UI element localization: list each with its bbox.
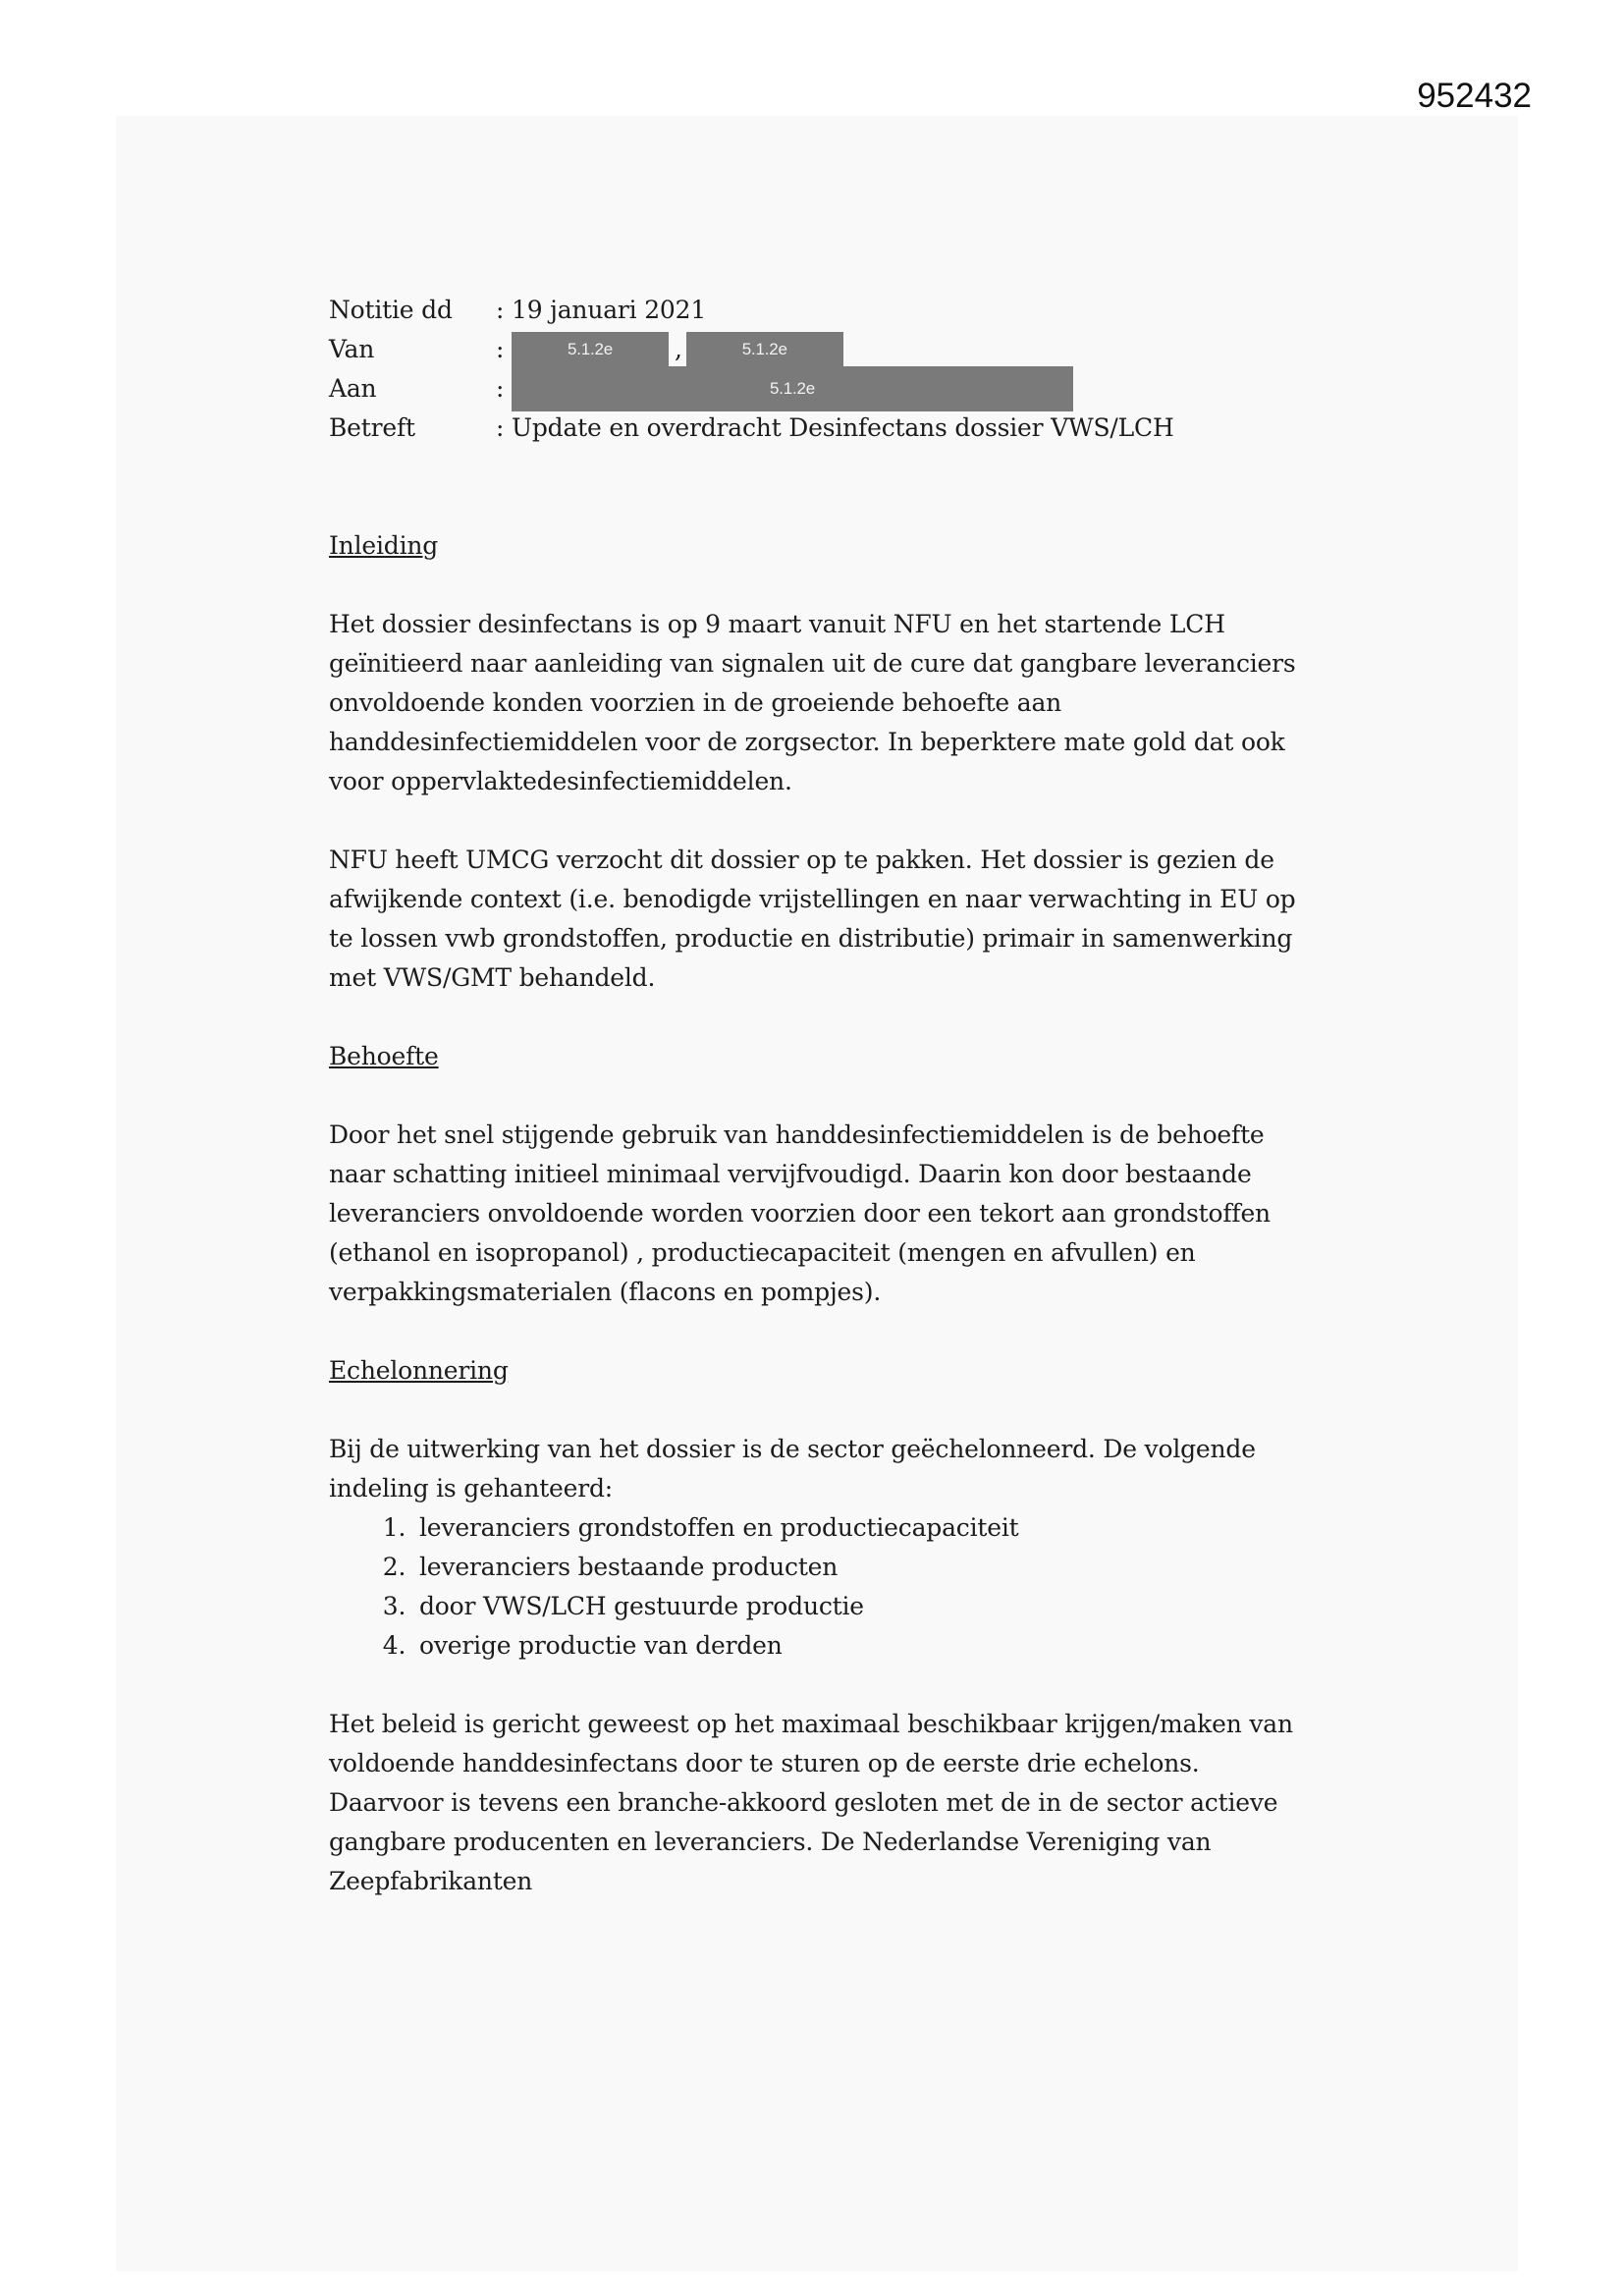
redaction-box: 5.1.2e [512,366,1073,411]
from-label: Van [329,335,375,363]
date-row [329,291,1321,330]
section-heading-inleiding: Inleiding [329,531,439,560]
paragraph: NFU heeft UMCG verzocht dit dossier op te pakken. Het dossier is gezien de afwijkende context (i.e. benodigde vrijstellingen en naar verwachting in EU op te lossen vwb grondstoffen, productie en distributie) primair in samenwerking met VWS/GMT behandeld. [329,846,1296,992]
list-item: 1. leveranciers grondstoffen en productiecapaciteit [413,1508,1321,1548]
list-item: 4. overige productie van derden [413,1626,1321,1666]
redaction-box: 5.1.2e [512,332,669,367]
subject-value: Update en overdracht Desinfectans dossier VWS/LCH [512,413,1174,442]
separator: : [496,413,505,442]
list-item: 3. door VWS/LCH gestuurde productie [413,1587,1321,1626]
separator: : [496,335,505,363]
echelon-list [329,1508,1321,1666]
to-row [329,369,1321,409]
section-heading-behoefte: Behoefte [329,1042,439,1070]
memo-content [329,291,1321,1901]
date-value: 19 januari 2021 [512,296,707,324]
list-item: 2. leveranciers bestaande producten [413,1548,1321,1587]
section-heading-echelonnering: Echelonnering [329,1356,509,1385]
separator: : [496,374,505,403]
subject-label: Betreft [329,413,415,442]
separator: : [496,296,505,324]
from-row: Van : 5.1.2e , 5.1.2e [329,330,1321,369]
redaction-box: 5.1.2e [686,332,843,367]
paragraph: Het dossier desinfectans is op 9 maart vanuit NFU en het startende LCH geïnitieerd naar aanleiding van signalen uit de cure dat gangbare leveranciers onvoldoende konden voorzien in de groeiende behoefte aan handdesinfectiemiddelen voor de zorgsector. In beperktere mate gold dat ook voor oppervlaktedesinfectiemiddelen. [329,610,1296,795]
paragraph: Bij de uitwerking van het dossier is de sector geëchelonneerd. De volgende indeling is gehanteerd: [329,1435,1256,1503]
to-label: Aan [329,374,377,403]
paragraph: Door het snel stijgende gebruik van handdesinfectiemiddelen is de behoefte naar schatting initieel minimaal vervijfvoudigd. Daarin kon door bestaande leveranciers onvoldoende worden voorzien door een tekort aan grondstoffen (ethanol en isopropanol) , productiecapaciteit (mengen en afvullen) en verpakkingsmaterialen (flacons en pompjes). [329,1121,1271,1306]
paragraph: Het beleid is gericht geweest op het maximaal beschikbaar krijgen/maken van voldoende handdesinfectans door te sturen op de eerste drie echelons. Daarvoor is tevens een branche-akkoord gesloten met de in de sector actieve gangbare producenten en leveranciers. De Nederlandse Vereniging van Zeepfabrikanten [329,1710,1293,1895]
date-label: Notitie dd [329,296,453,324]
document-id: 952432 [1417,77,1532,115]
subject-row [329,409,1321,448]
